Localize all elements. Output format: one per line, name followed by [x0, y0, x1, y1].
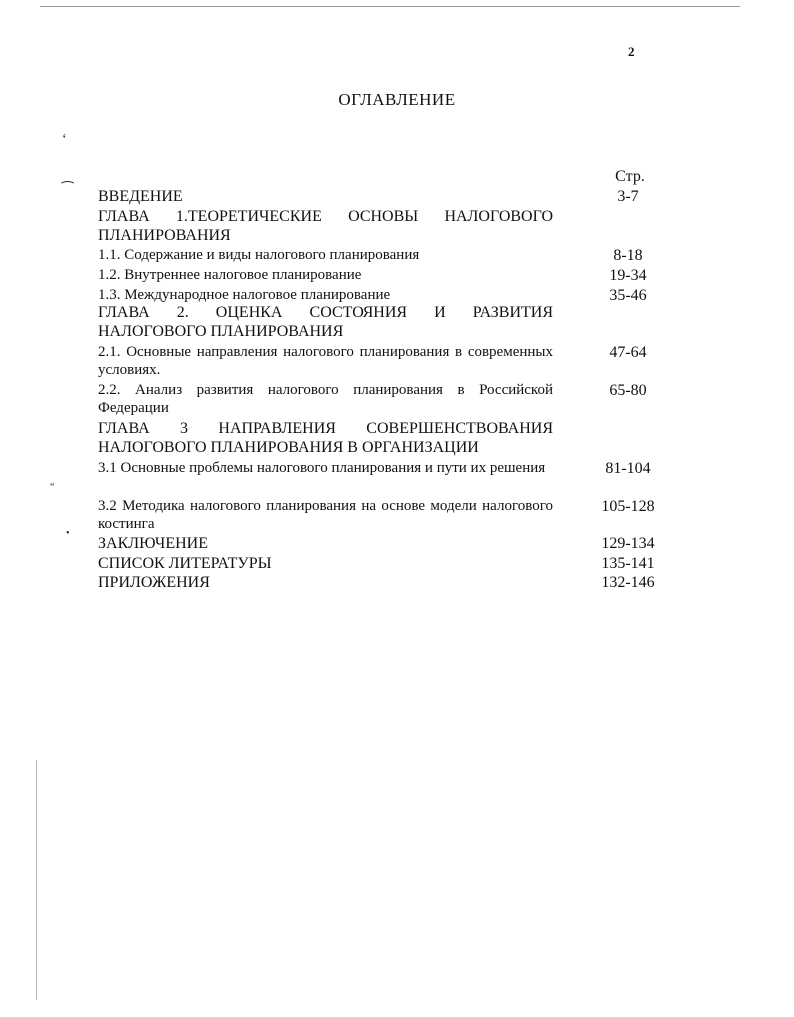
entry-title: ПРИЛОЖЕНИЯ [98, 574, 210, 591]
scan-speck: “ [50, 482, 55, 493]
scan-left-edge [36, 760, 37, 1000]
entry-pages: 135-141 [601, 555, 655, 572]
entry-pages: 132-146 [601, 574, 655, 591]
entry-pages: 3-7 [617, 188, 639, 205]
entry-pages: 129-134 [601, 535, 655, 552]
entry-pages: 105-128 [601, 498, 655, 515]
entry-title: 1.3. Международное налоговое планирование [98, 287, 391, 303]
entry-pages: 81-104 [605, 460, 651, 477]
entry-title: ГЛАВА 3 НАПРАВЛЕНИЯ СОВЕРШЕНСТВОВАНИЯ НАЛОГОВОГО ПЛАНИРОВАНИЯ В ОРГАНИЗАЦИИ [98, 420, 553, 456]
entry-title: 2.2. Анализ развития налогового планирования в Российской Федерации [98, 382, 553, 416]
entry-title: 1.2. Внутреннее налоговое планирование [98, 267, 362, 283]
entry-title: 2.1. Основные направления налогового планирования в современных условиях. [98, 344, 553, 378]
entry-pages: 35-46 [609, 287, 647, 304]
entry-pages: 65-80 [609, 382, 647, 399]
entry-title: ЗАКЛЮЧЕНИЕ [98, 535, 208, 552]
entry-title: 1.1. Содержание и виды налогового планирования [98, 247, 420, 263]
entry-title: ГЛАВА 2. ОЦЕНКА СОСТОЯНИЯ И РАЗВИТИЯ НАЛОГОВОГО ПЛАНИРОВАНИЯ [98, 304, 553, 340]
page-title: ОГЛАВЛЕНИЕ [338, 90, 456, 109]
entry-title: ВВЕДЕНИЕ [98, 188, 183, 205]
pages-column-header: Стр. [615, 168, 645, 185]
entry-pages: 8-18 [613, 247, 643, 264]
scan-speck: ⁀ [62, 183, 74, 198]
scan-top-line [40, 6, 740, 7]
entry-title: СПИСОК ЛИТЕРАТУРЫ [98, 555, 272, 572]
entry-pages: 47-64 [609, 344, 647, 361]
scan-speck: ‘ [62, 132, 67, 147]
page-number: 2 [628, 44, 635, 59]
scan-speck: • [66, 528, 70, 539]
entry-title: 3.2 Методика налогового планирования на основе модели налогового костинга [98, 498, 553, 532]
entry-title: 3.1 Основные проблемы налогового планирования и пути их решения [98, 460, 546, 476]
entry-pages: 19-34 [609, 267, 647, 284]
entry-title: ГЛАВА 1.ТЕОРЕТИЧЕСКИЕ ОСНОВЫ НАЛОГОВОГО ПЛАНИРОВАНИЯ [98, 208, 553, 244]
